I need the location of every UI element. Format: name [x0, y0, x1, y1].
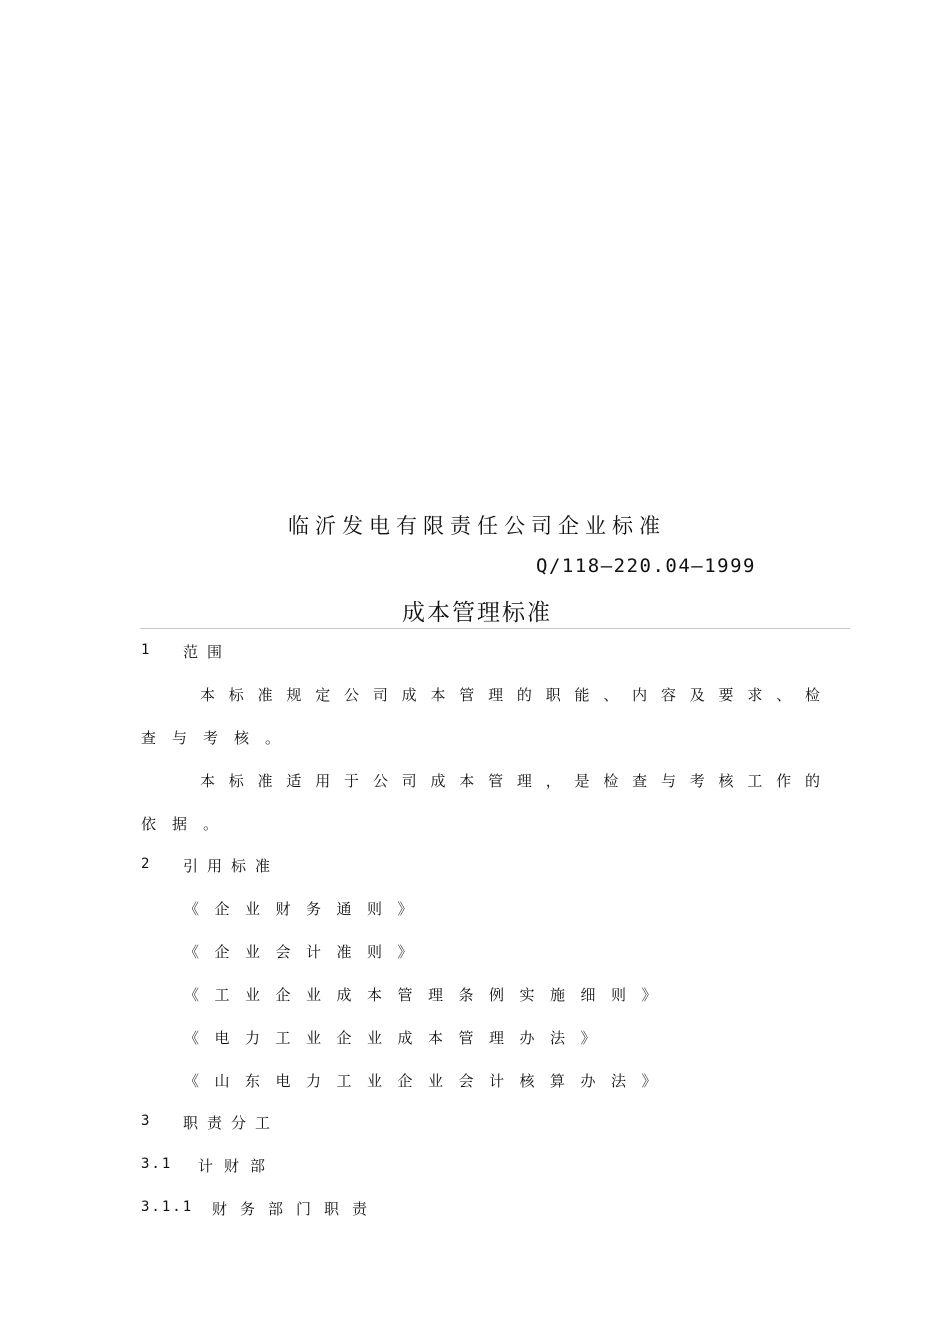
reference-item: 《电力工业企业成本管理办法》 — [184, 1029, 612, 1047]
section-3-number: 3 — [141, 1113, 150, 1129]
section-3-heading: 职责分工 — [183, 1114, 280, 1132]
reference-item: 《工业企业成本管理条例实施细则》 — [184, 986, 673, 1004]
subsection-3-1-1-number: 3.1.1 — [141, 1199, 194, 1215]
section-1-heading: 范围 — [183, 643, 232, 661]
section-1-paragraph-2-line-2: 依据。 — [141, 815, 235, 833]
section-1-paragraph-2-line-1: 本标准适用于公司成本管理，是检查与考核工作的 — [200, 772, 822, 790]
section-1-paragraph-1-line-2: 查与考核。 — [141, 729, 297, 747]
subsection-3-1-heading: 计财部 — [198, 1157, 277, 1175]
subsection-3-1-1-heading: 财务部门职责 — [212, 1200, 381, 1218]
section-2-heading: 引用标准 — [183, 857, 280, 875]
reference-item: 《山东电力工业企业会计核算办法》 — [184, 1072, 673, 1090]
reference-item: 《企业会计准则》 — [184, 943, 429, 961]
section-1-number: 1 — [141, 642, 150, 658]
title-divider — [140, 628, 850, 629]
company-standard-heading: 临沂发电有限责任公司企业标准 — [288, 514, 666, 538]
section-2-number: 2 — [141, 856, 150, 872]
section-1-paragraph-1-line-1: 本标准规定公司成本管理的职能、内容及要求、检 — [200, 686, 822, 704]
document-title: 成本管理标准 — [402, 600, 552, 626]
reference-item: 《企业财务通则》 — [184, 900, 429, 918]
standard-number: Q/118—220.04—1999 — [536, 555, 756, 577]
subsection-3-1-number: 3.1 — [141, 1156, 173, 1172]
